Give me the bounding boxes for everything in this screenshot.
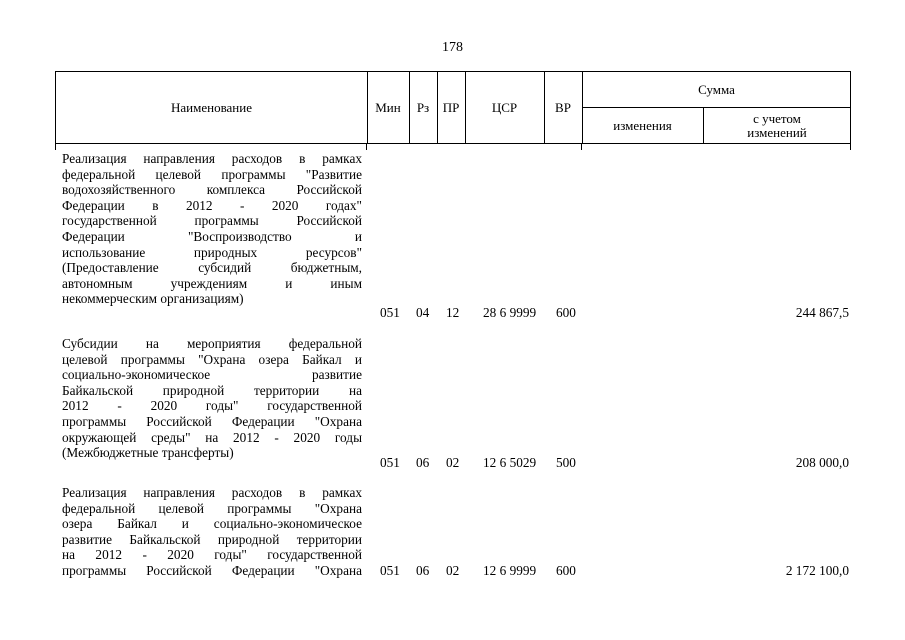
name-text-line: (Межбюджетные трансферты) [62, 445, 234, 461]
name-text-line: (Предоставление субсидий бюджетным, [62, 260, 362, 276]
name-text-line: Федерации "Воспроизводство и [62, 228, 362, 244]
row-2-rz: 06 [416, 455, 430, 470]
row-2-name [62, 336, 362, 461]
name-text-line: Реализация направления расходов в рамках [62, 151, 362, 166]
row-1-pr: 12 [446, 305, 460, 320]
row-3-sum: 2 172 100,0 [785, 563, 849, 578]
name-text-line: Байкальской природной территории на [62, 382, 362, 398]
row-3-min: 051 [380, 563, 400, 578]
name-text-line: развитие Байкальской природной территории [62, 531, 362, 547]
name-text-line: автономным учреждениям и иным [62, 275, 362, 291]
name-text-line: 2012 - 2020 годы" государственной [62, 398, 362, 414]
name-text-line: окружающей среды" на 2012 - 2020 годы [62, 429, 362, 445]
row-3-csr: 12 6 9999 [483, 563, 537, 578]
col-rz-header: Рз [416, 99, 430, 115]
col-with-change-header [703, 108, 851, 143]
name-text-line: на 2012 - 2020 годы" государственной [62, 547, 362, 563]
row-2-vr: 500 [556, 455, 576, 470]
row-2-sum: 208 000,0 [795, 455, 849, 470]
col-change-header: изменения [613, 117, 672, 133]
row-2-csr: 12 6 5029 [483, 455, 537, 470]
col-pr-header: ПР [442, 99, 460, 115]
row-3-vr: 600 [556, 563, 576, 578]
name-text-line: программы Российской Федерации "Охрана [62, 562, 362, 578]
name-text-line: использование природных ресурсов" [62, 244, 362, 260]
row-2-pr: 02 [446, 455, 460, 470]
name-text-line: некоммерческим организациям) [62, 291, 244, 307]
col-name-header: Наименование [171, 99, 252, 115]
row-2-min: 051 [380, 455, 400, 470]
table-header [55, 71, 851, 144]
name-text-line: водохозяйственного комплекса Российской [62, 182, 362, 198]
name-text-line: государственной программы Российской [62, 213, 362, 229]
row-1-rz: 04 [416, 305, 430, 320]
row-1-min: 051 [380, 305, 400, 320]
row-3-rz: 06 [416, 563, 430, 578]
col-vr-header: ВР [555, 99, 571, 115]
name-text-line: Реализация направления расходов в рамках [62, 485, 362, 500]
name-text-line: Субсидии на мероприятия федеральной [62, 336, 362, 351]
col-with-change-line2: изменений [747, 124, 807, 140]
name-text-line: федеральной целевой программы "Охрана [62, 500, 362, 516]
col-with-change-line1: с учетом [753, 110, 801, 126]
name-text-line: озера Байкал и социально-экономическое [62, 516, 362, 532]
row-3-name [62, 485, 362, 579]
name-text-line: социально-экономическое развитие [62, 367, 362, 383]
col-sum-header: Сумма [698, 81, 735, 97]
col-min-header: Мин [375, 99, 401, 115]
name-text-line: федеральной целевой программы "Развитие [62, 166, 362, 182]
row-1-name [62, 151, 362, 307]
name-text-line: программы Российской Федерации "Охрана [62, 413, 362, 429]
row-3-pr: 02 [446, 563, 460, 578]
name-text-line: Федерации в 2012 - 2020 годах" [62, 197, 362, 213]
row-1-csr: 28 6 9999 [483, 305, 537, 320]
name-text-line: целевой программы "Охрана озера Байкал и [62, 351, 362, 367]
row-1-sum: 244 867,5 [795, 305, 849, 320]
page-number: 178 [442, 40, 463, 55]
col-csr-header: ЦСР [491, 99, 518, 115]
row-1-vr: 600 [556, 305, 576, 320]
